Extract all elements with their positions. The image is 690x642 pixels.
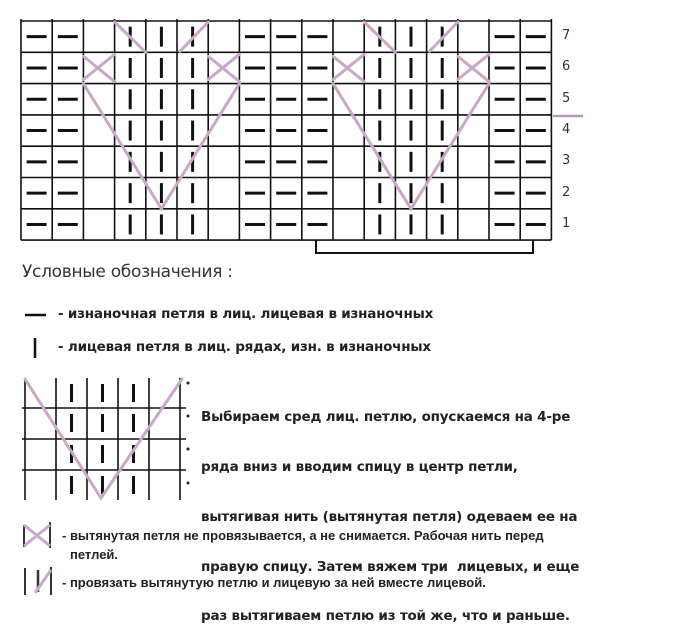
desc-line: правую спицу. Затем вяжем три лицевых, и еще	[201, 558, 580, 575]
row-number: 3	[562, 153, 571, 169]
row-number: 6	[562, 59, 571, 75]
row-number: 2	[562, 184, 571, 200]
desc-line: вытягивая нить (вытянутая петля) одеваем ее на	[201, 508, 578, 525]
row-number: 7	[562, 28, 571, 43]
row-number: 4	[562, 121, 571, 137]
repeat-bracket	[316, 240, 533, 253]
row-number: 1	[562, 215, 571, 231]
desc-line: раз вытягиваем петлю из той же, что и раньше.	[201, 608, 570, 625]
legend-purl-text: - изнаночная петля в лиц. лицевая в изнаночных	[58, 306, 434, 322]
desc-line: Выбираем сред лиц. петлю, опускаемся на 4-ре	[201, 409, 571, 426]
v-stitch-description	[201, 376, 579, 642]
cross-stitch-icon	[24, 522, 50, 548]
chart-symbols	[27, 27, 546, 235]
row-number: 5	[562, 90, 571, 106]
cross-legend-text-1: - вытянутая петля не провязывается, а не снимается. Рабочая нить перед	[62, 528, 544, 543]
knit-together-legend-text: - провязать вытянутую петлю и лицевую за ней вместе лицевой.	[62, 575, 486, 590]
cross-legend-text-2: петлей.	[70, 547, 119, 562]
legend-title: Условные обозначения :	[22, 262, 233, 282]
knit-together-icon	[25, 567, 51, 595]
desc-line: ряда вниз и вводим спицу в центр петли,	[201, 458, 518, 475]
v-stitch-diagram	[22, 378, 190, 500]
legend-knit-text: - лицевая петля в лиц. рядах, изн. в изнаночных	[58, 339, 431, 355]
